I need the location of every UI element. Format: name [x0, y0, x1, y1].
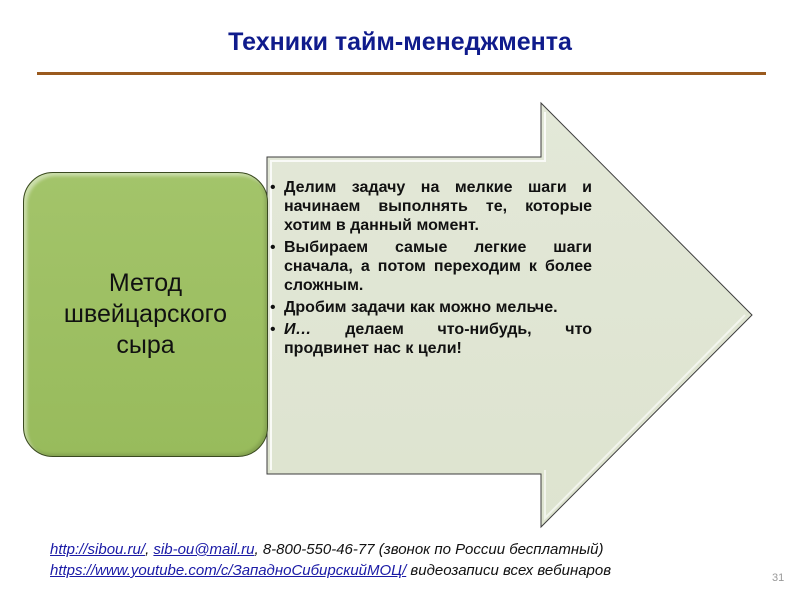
method-label-line: швейцарского — [63, 300, 228, 328]
footer-contacts — [50, 539, 611, 581]
footer-line-2 — [50, 560, 611, 581]
phone-text: , 8-800-550-46-77 (звонок по России бесплатный) — [254, 541, 604, 558]
bullet-prefix: И… — [284, 321, 312, 338]
method-label-line: сыра — [116, 331, 175, 359]
bullet-text: делаем что-нибудь, что продвинет нас к цели! — [284, 321, 592, 357]
youtube-caption: видеозаписи всех вебинаров — [406, 562, 612, 579]
separator: , — [145, 541, 154, 558]
method-label-line: Метод — [108, 269, 183, 297]
page-number: 31 — [772, 572, 785, 584]
youtube-link[interactable]: https://www.youtube.com/c/ЗападноСибирскийМОЦ/ — [50, 562, 407, 579]
bullet-item — [270, 320, 592, 358]
bullet-list — [270, 178, 592, 361]
bullet-item — [270, 298, 592, 317]
bullet-text: Делим задачу на мелкие шаги и начинаем выполнять те, которые хотим в данный момент. — [284, 179, 592, 234]
bullet-text: Выбираем самые легкие шаги сначала, а потом переходим к более сложным. — [284, 239, 592, 294]
bullet-item — [270, 238, 592, 295]
method-box — [23, 172, 268, 457]
bullet-item — [270, 178, 592, 235]
bullet-text: Дробим задачи как можно мельче. — [284, 299, 558, 316]
method-label — [64, 268, 227, 361]
slide-title: Техники тайм-менеджмента — [228, 28, 572, 56]
email-link[interactable]: sib-ou@mail.ru — [153, 541, 255, 558]
site-link[interactable]: http://sibou.ru/ — [50, 541, 146, 558]
footer-line-1 — [50, 539, 611, 560]
